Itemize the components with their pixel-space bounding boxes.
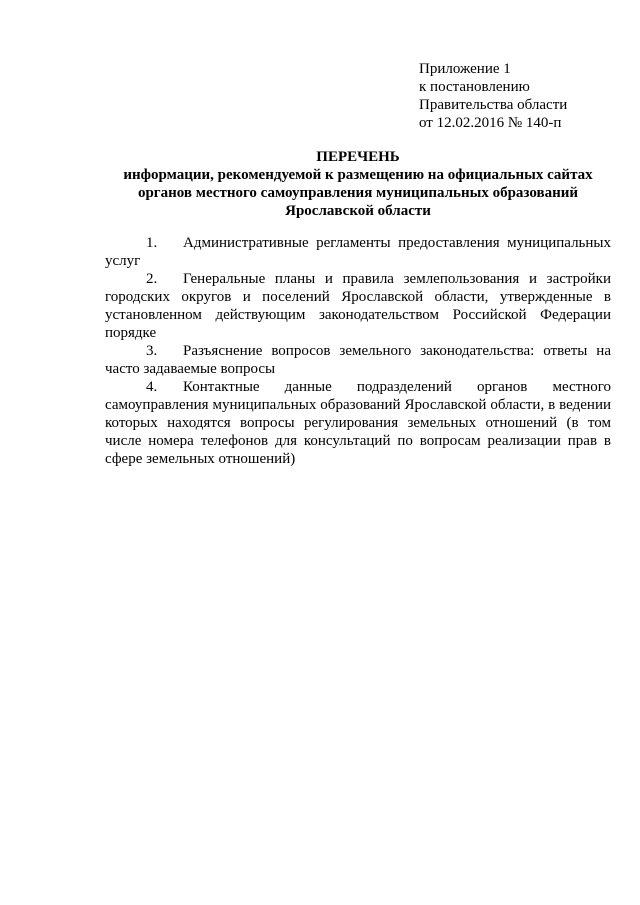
- list-item: [105, 378, 611, 468]
- title-heading: ПЕРЕЧЕНЬ: [316, 149, 400, 165]
- appendix-line: Правительства области: [419, 97, 568, 113]
- list-item: [105, 270, 611, 342]
- list-item: [105, 234, 611, 270]
- item-number: 2.: [146, 271, 158, 287]
- item-text: Контактные данные подразделений органов местного самоуправления муниципальных образований Ярославской области, в ведении которых находятся вопросы регулирования земельных отношений (в том числе номера телефонов для консультаций по вопросам реализации прав в сфере земельных отношений): [105, 379, 611, 467]
- appendix-date-line: от 12.02.2016 № 140-п: [419, 115, 562, 131]
- title-line: органов местного самоуправления муниципальных образований: [137, 185, 579, 201]
- item-text: Генеральные планы и правила землепользования и застройки городских округов и поселений Ярославской области, утвержденные в установленном действующим законодательством Российской Федерации порядке: [105, 271, 611, 341]
- appendix-note: [419, 60, 567, 132]
- item-text: Разъяснение вопросов земельного законодательства: ответы на часто задаваемые вопросы: [105, 343, 611, 377]
- appendix-line: Приложение 1: [419, 61, 511, 77]
- list-item: [105, 342, 611, 378]
- title-line: Ярославской области: [285, 203, 431, 219]
- document-title: [105, 148, 611, 220]
- items-list: [105, 234, 611, 468]
- item-number: 3.: [146, 343, 158, 359]
- item-number: 4.: [146, 379, 158, 395]
- item-number: 1.: [146, 235, 158, 251]
- item-text: Административные регламенты предоставления муниципальных услуг: [105, 235, 611, 269]
- title-line: информации, рекомендуемой к размещению на официальных сайтах: [123, 167, 593, 183]
- appendix-line: к постановлению: [419, 79, 530, 95]
